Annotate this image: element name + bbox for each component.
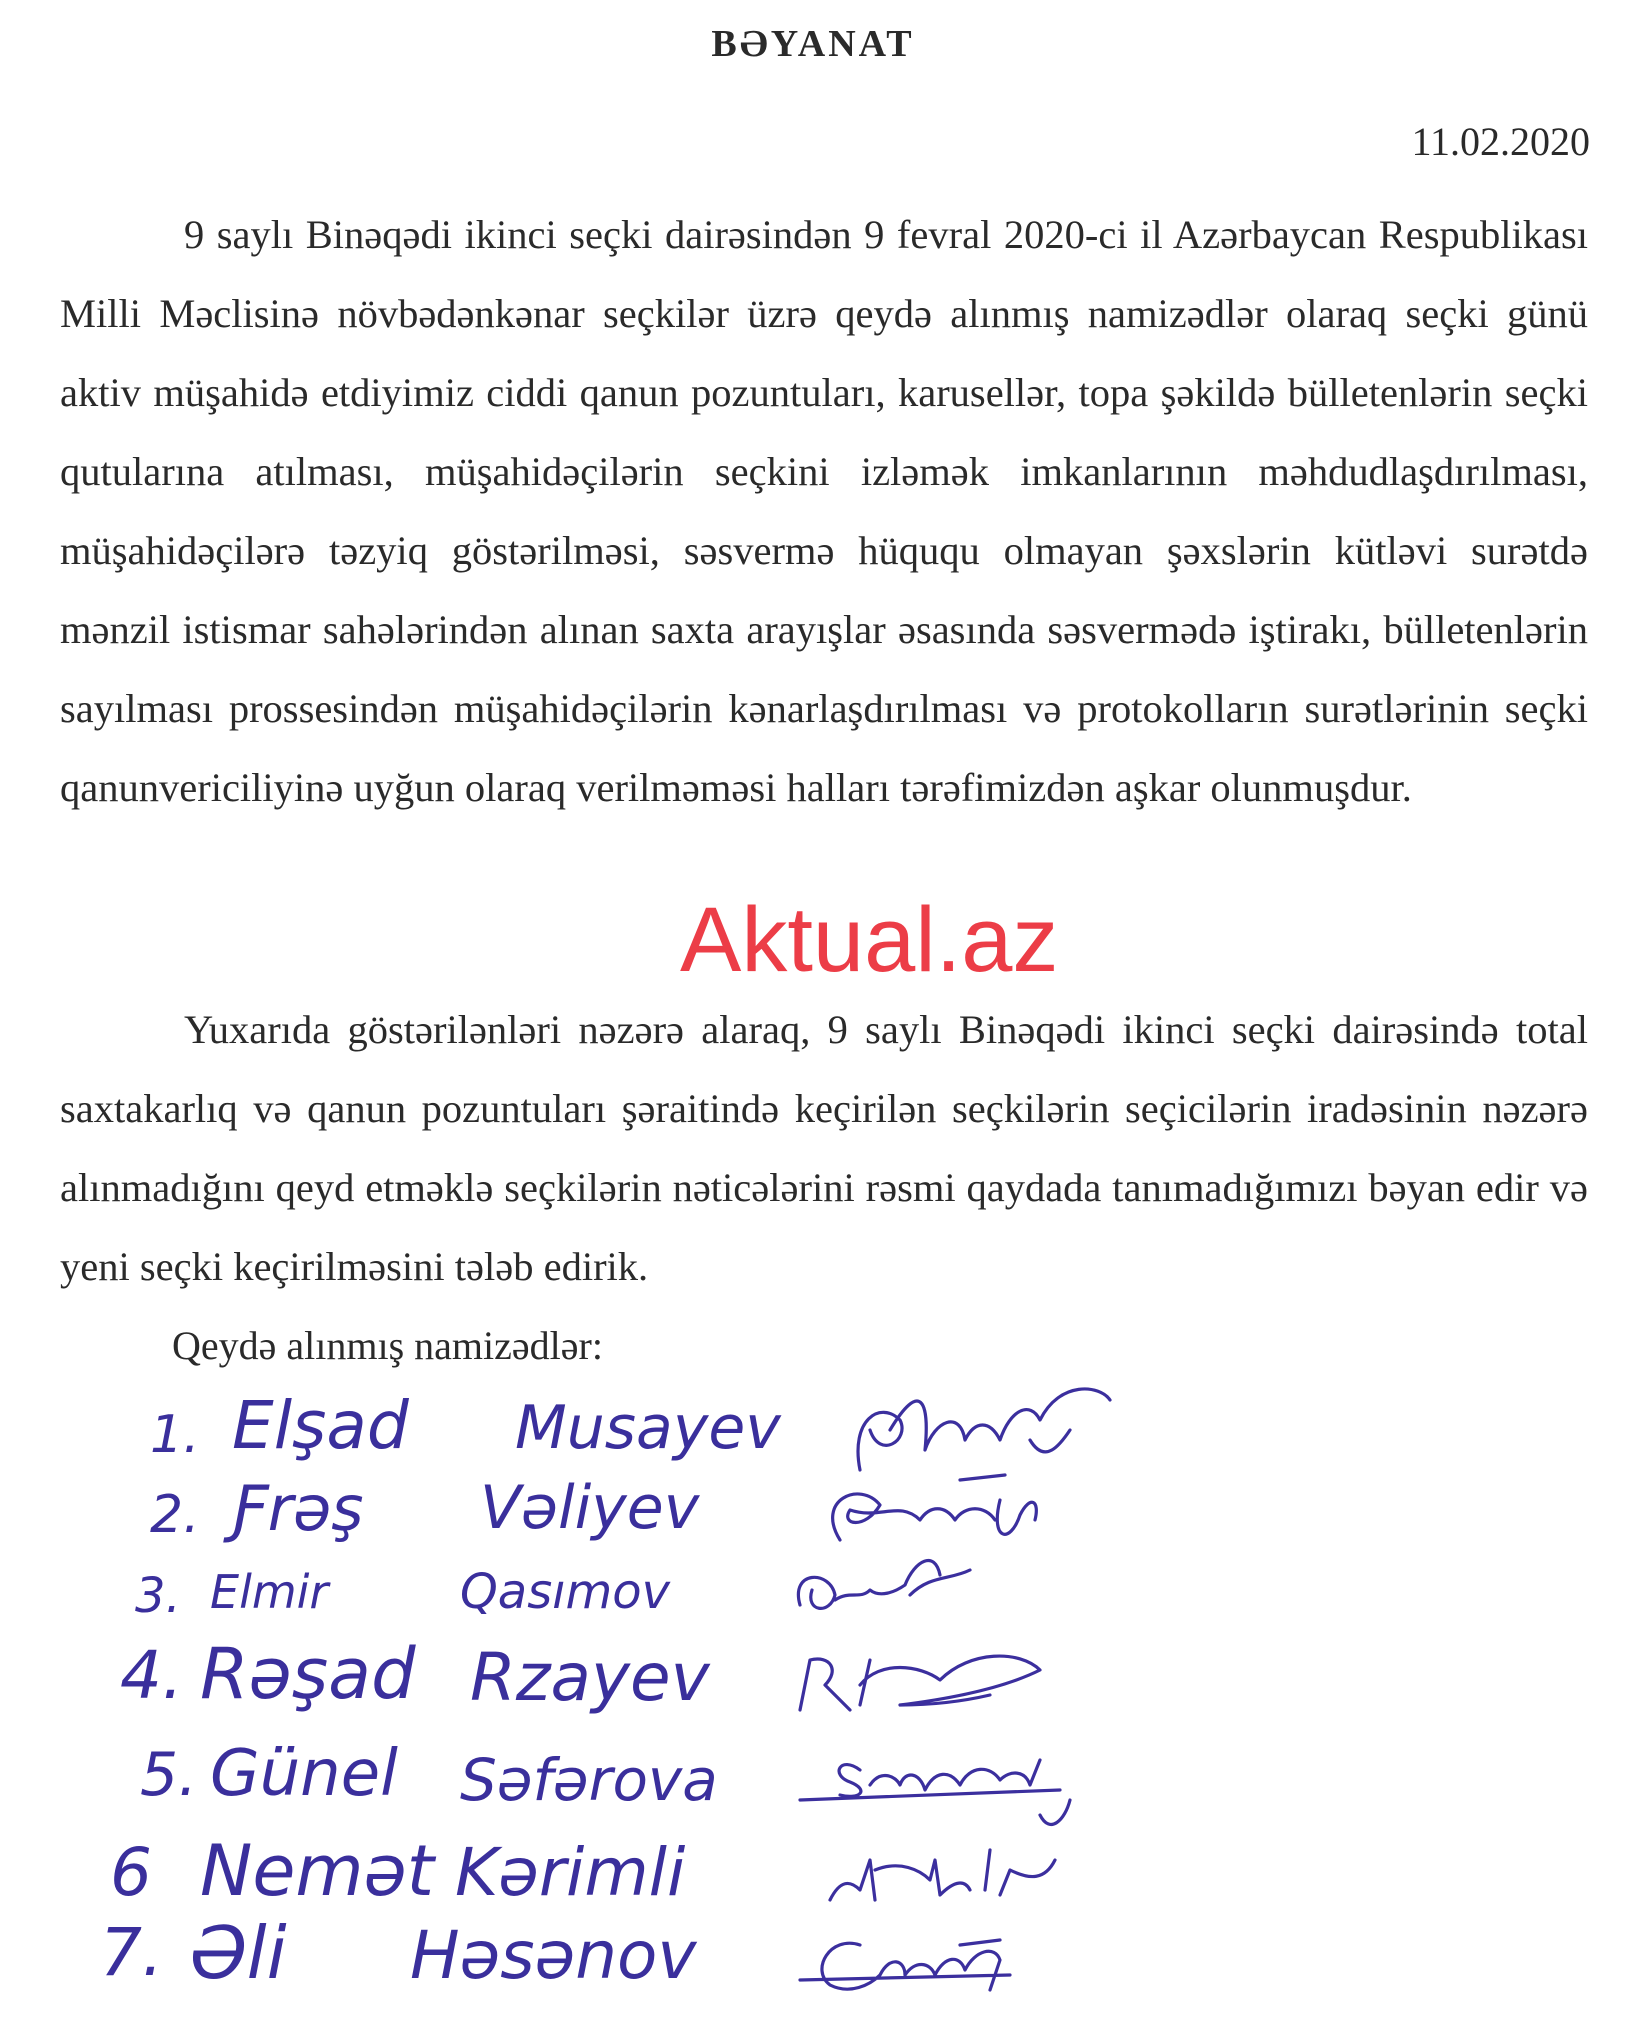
signature-5 — [800, 1760, 1070, 1824]
signatory-last-name: Həsənov — [410, 1917, 697, 1994]
signature-2 — [833, 1475, 1037, 1540]
signatory-number: 6 — [110, 1834, 152, 1911]
signature-7 — [800, 1940, 1010, 1990]
signatory-number: 5. — [140, 1740, 198, 1810]
signatory-last-name: Səfərova — [460, 1746, 718, 1814]
document-date: 11.02.2020 — [1411, 119, 1590, 164]
signatory-last-name: Kərimli — [455, 1834, 686, 1911]
statement-paragraph-2: Yuxarıda göstərilənləri nəzərə alaraq, 9 saylı Binəqədi ikinci seçki dairəsində total saxtakarlıq və qanun pozuntuları şəraitində keçirilən seçkilərin seçicilərin iradəsinin nəzərə alınmadığını qeyd etməklə seçkilərin nəticələrini rəsmi qaydada tanımadığımızı bəyan edir və yeni seçki keçirilməsini tələb edirik. — [60, 1007, 1588, 1289]
signatory-first-name: Rəşad — [200, 1633, 416, 1715]
watermark: Aktual.az — [680, 889, 1059, 991]
signatory-first-name: Günel — [210, 1737, 398, 1811]
signatory-first-name: Elşad — [232, 1387, 409, 1464]
signatory-last-name: Rzayev — [470, 1639, 710, 1716]
signatory-row — [120, 1633, 1040, 1716]
signature-1 — [858, 1389, 1110, 1470]
signatory-number: 7. — [100, 1914, 163, 1991]
document-title: BƏYANAT — [711, 23, 915, 65]
signatory-row — [150, 1387, 1110, 1470]
signatory-first-name: Əli — [190, 1911, 287, 1995]
signatory-last-name: Musayev — [515, 1393, 781, 1463]
signatory-number: 2. — [150, 1485, 200, 1545]
statement-paragraph-1: 9 saylı Binəqədi ikinci seçki dairəsindən 9 fevral 2020-ci il Azərbaycan Respublikası Milli Məclisinə növbədənkənar seçkilər üzrə qeydə alınmış namizədlər olaraq seçki günü aktiv müşahidə etdiyimiz ciddi qanun pozuntuları, karusellər, topa şəkildə bülletenlərin seçki qutularına atılması, müşahidəçilərin seçkini izləmək imkanlarının məhdudlaşdırılması, müşahidəçilərə təzyiq göstərilməsi, səsvermə hüququ olmayan şəxslərin kütləvi surətdə mənzil istismar sahələrindən alınan saxta arayışlar əsasında səsvermədə iştirakı, bülletenlərin sayılması prossesindən müşahidəçilərin kənarlaşdırılması və protokolların surətlərinin seçki qanunvericiliyinə uyğun olaraq verilməməsi halları tərəfimizdən aşkar olunmuşdur. — [60, 212, 1588, 810]
signature-4 — [800, 1656, 1040, 1710]
signatory-row — [135, 1561, 970, 1624]
signatory-row — [100, 1911, 1010, 1995]
signatory-row — [140, 1737, 1070, 1824]
signatory-row — [150, 1472, 1036, 1545]
signature-3 — [798, 1561, 970, 1609]
signatory-first-name: Elmir — [210, 1565, 329, 1619]
signatory-row — [110, 1830, 1055, 1912]
signatory-first-name: Ƒrəş — [232, 1472, 364, 1545]
signatory-last-name: Vəliyev — [480, 1473, 700, 1543]
candidates-label: Qeydə alınmış namizədlər: — [172, 1323, 603, 1368]
signatory-last-name: Qasımov — [460, 1564, 671, 1620]
signatory-number: 1. — [150, 1405, 200, 1465]
signatory-number: 3. — [135, 1568, 181, 1624]
signatory-number: 4. — [120, 1637, 183, 1714]
signature-6 — [830, 1850, 1055, 1900]
signatory-first-name: Nemət — [200, 1830, 435, 1912]
